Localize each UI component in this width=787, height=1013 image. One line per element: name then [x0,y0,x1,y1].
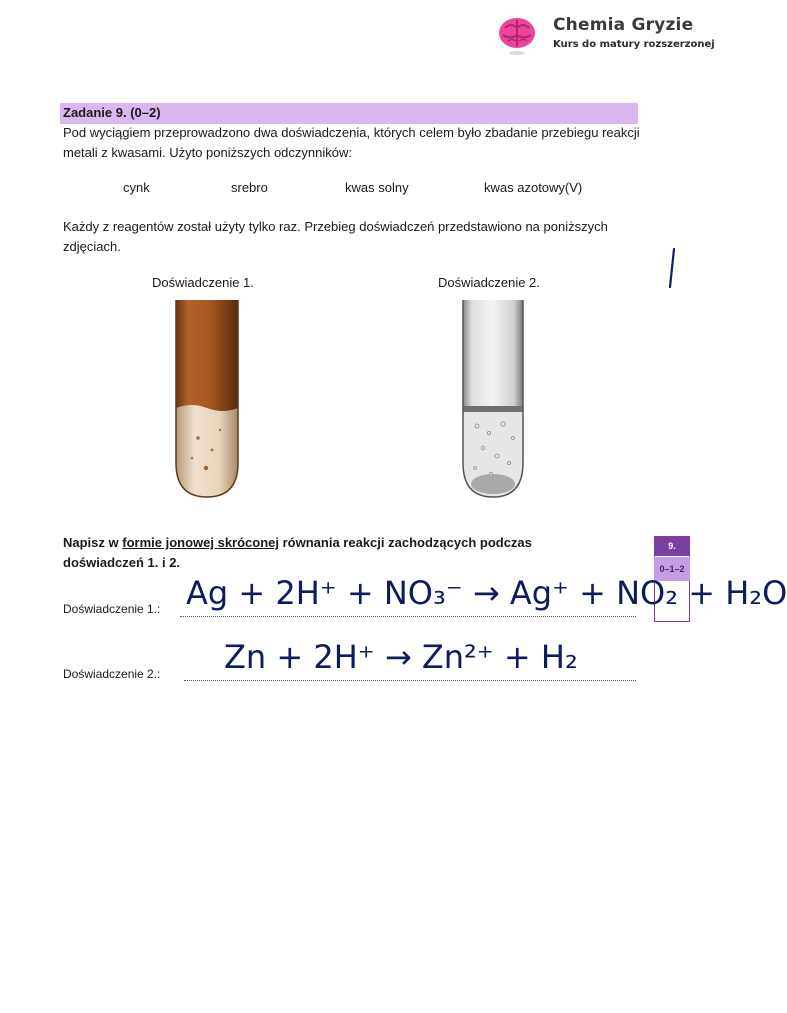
answer-1-label: Doświadczenie 1.: [63,602,161,616]
score-number: 9. [654,536,690,556]
task-usage: Każdy z reagentów został użyty tylko raz. Przebieg doświadczeń przedstawiono na poniższych zdjęciach. [63,219,608,254]
score-range: 0–1–2 [654,557,690,581]
question-text [63,533,583,573]
answer-1-handwriting: Ag + 2H⁺ + NO₃⁻ → Ag⁺ + NO₂ + H₂O [186,574,787,612]
test-tube-1-photo [168,298,246,503]
test-tube-2-photo [455,298,533,503]
brand-subtitle: Kurs do matury rozszerzonej [553,39,715,50]
answer-2-line [184,680,636,681]
experiment-1-label: Doświadczenie 1. [152,275,254,290]
reagent-item: kwas azotowy(V) [484,180,583,195]
task-title: Zadanie 9. (0–2) [63,105,161,120]
task-intro: Pod wyciągiem przeprowadzono dwa doświadczenia, których celem było zbadanie przebiegu reakcji metali z kwasami. Użyto poniższych odczynników: [63,125,640,160]
brain-icon [496,14,538,56]
reagent-item: cynk [123,180,150,195]
question-suffix: równania reakcji zachodzących podczas doświadczeń 1. i 2. [63,535,532,570]
answer-2-handwriting: Zn + 2H⁺ → Zn²⁺ + H₂ [224,638,578,676]
question-prefix: Napisz w [63,535,123,550]
margin-check-mark [664,247,680,291]
question-underlined: formie jonowej skróconej [122,535,280,550]
answer-2-label: Doświadczenie 2.: [63,667,161,681]
reagent-item: kwas solny [345,180,409,195]
experiment-2-label: Doświadczenie 2. [438,275,540,290]
brand-title: Chemia Gryzie [553,15,694,35]
reagent-item: srebro [231,180,268,195]
answer-1-line [180,616,636,617]
